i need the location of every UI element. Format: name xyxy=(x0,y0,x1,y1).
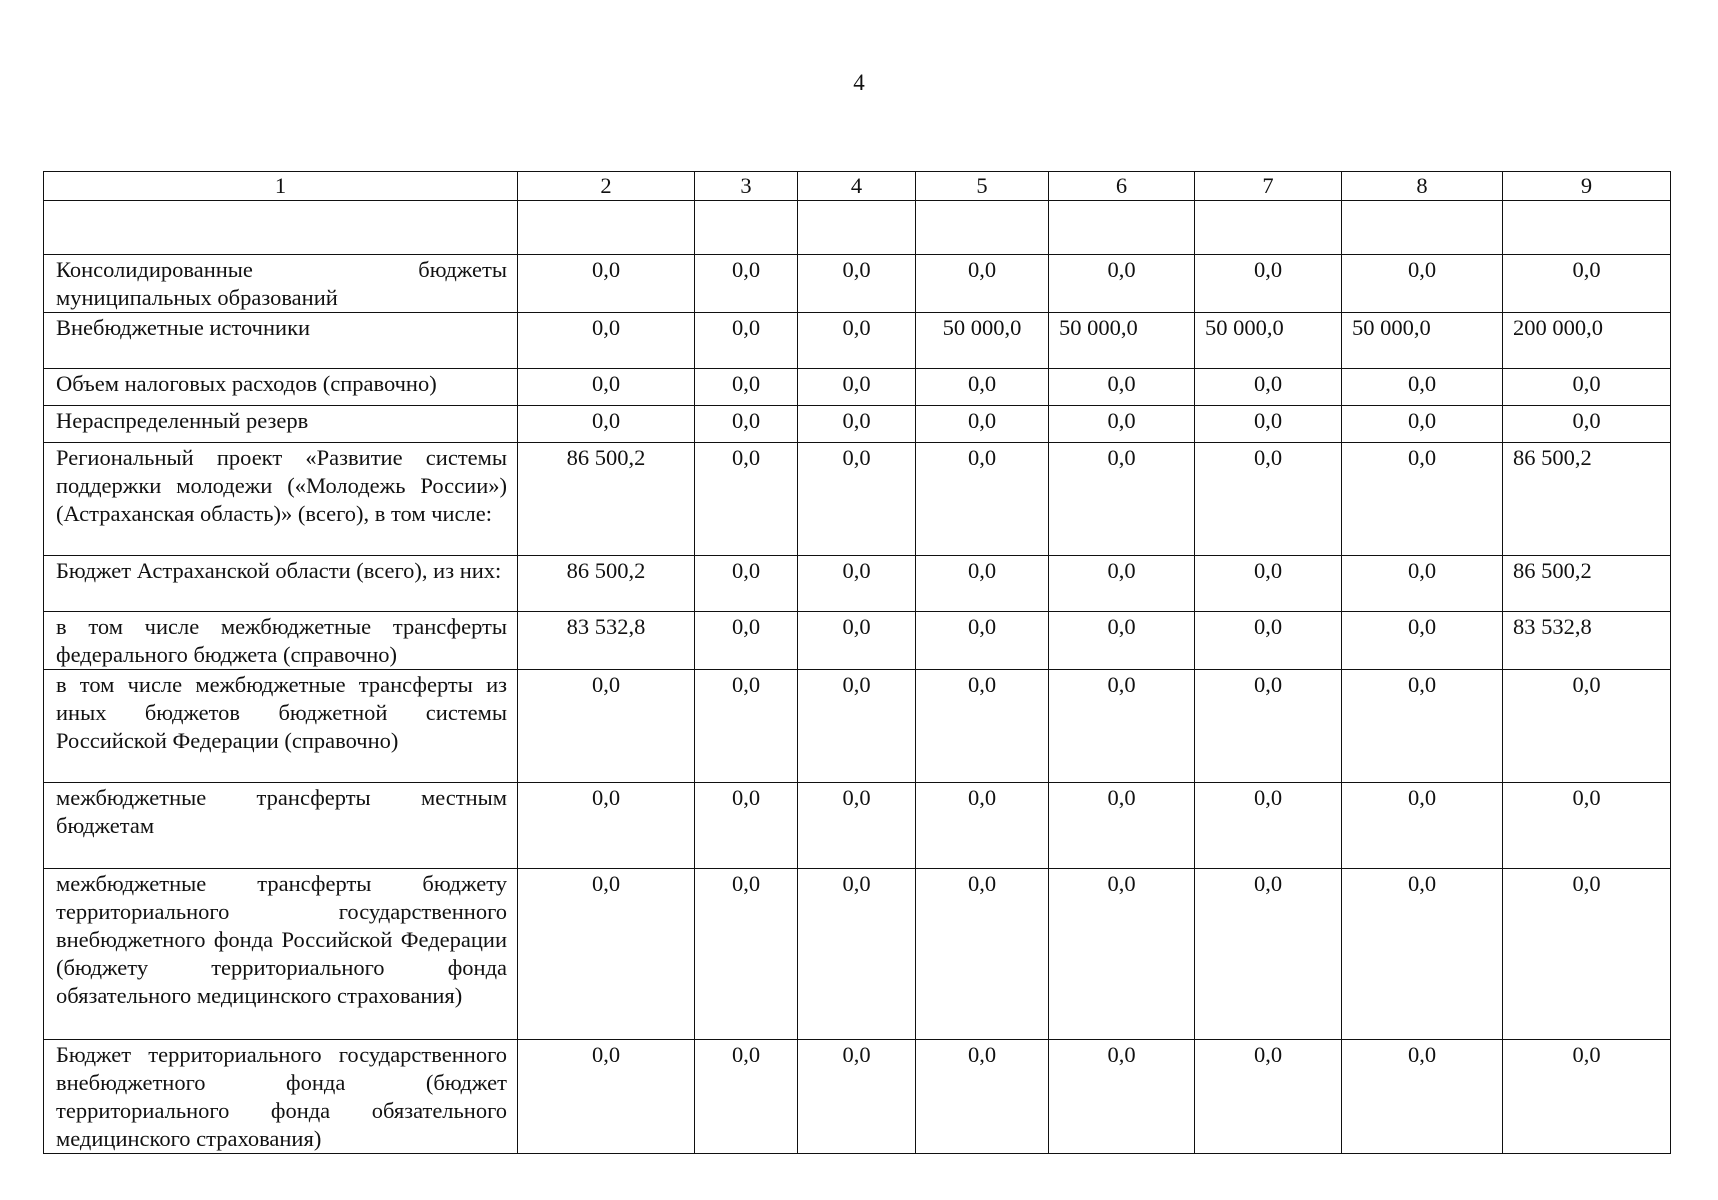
value-cell: 0,0 xyxy=(1195,670,1342,783)
value-cell: 50 000,0 xyxy=(916,313,1049,369)
value-cell: 0,0 xyxy=(695,443,798,556)
value-cell: 0,0 xyxy=(916,869,1049,1040)
value-cell: 0,0 xyxy=(1503,670,1671,783)
value-cell: 0,0 xyxy=(798,1040,916,1154)
value-cell: 0,0 xyxy=(916,255,1049,313)
table-row xyxy=(44,369,1671,406)
value-cell: 0,0 xyxy=(798,369,916,406)
value-cell: 0,0 xyxy=(1195,369,1342,406)
row-label: межбюджетные трансферты бюджету территориального государственного внебюджетного фонда Российской Федерации (бюджету территориального фонда обязательного медицинского страхования) xyxy=(44,869,518,1040)
value-cell: 0,0 xyxy=(518,255,695,313)
table-row xyxy=(44,443,1671,556)
value-cell: 0,0 xyxy=(916,406,1049,443)
value-cell: 0,0 xyxy=(1195,612,1342,670)
value-cell: 86 500,2 xyxy=(518,443,695,556)
value-cell: 0,0 xyxy=(518,369,695,406)
value-cell: 0,0 xyxy=(518,1040,695,1154)
value-cell: 0,0 xyxy=(518,869,695,1040)
table-row xyxy=(44,556,1671,612)
value-cell: 0,0 xyxy=(695,406,798,443)
value-cell: 0,0 xyxy=(1342,255,1503,313)
column-number: 7 xyxy=(1195,172,1342,201)
value-cell xyxy=(1049,201,1195,255)
value-cell: 0,0 xyxy=(695,783,798,869)
value-cell: 0,0 xyxy=(1195,556,1342,612)
value-cell: 0,0 xyxy=(1049,443,1195,556)
value-cell: 0,0 xyxy=(518,313,695,369)
table-row xyxy=(44,1040,1671,1154)
value-cell: 0,0 xyxy=(1503,406,1671,443)
value-cell xyxy=(798,201,916,255)
value-cell xyxy=(518,201,695,255)
value-cell: 0,0 xyxy=(1049,369,1195,406)
value-cell: 0,0 xyxy=(1195,783,1342,869)
value-cell: 83 532,8 xyxy=(1503,612,1671,670)
value-cell: 0,0 xyxy=(518,783,695,869)
page-number: 4 xyxy=(853,70,865,95)
value-cell: 0,0 xyxy=(1195,255,1342,313)
table-row xyxy=(44,406,1671,443)
value-cell: 0,0 xyxy=(916,443,1049,556)
value-cell: 83 532,8 xyxy=(518,612,695,670)
table-row xyxy=(44,869,1671,1040)
value-cell: 86 500,2 xyxy=(1503,443,1671,556)
value-cell: 0,0 xyxy=(1342,369,1503,406)
value-cell xyxy=(1503,201,1671,255)
value-cell xyxy=(695,201,798,255)
value-cell: 50 000,0 xyxy=(1195,313,1342,369)
value-cell: 0,0 xyxy=(1503,869,1671,1040)
value-cell: 0,0 xyxy=(695,313,798,369)
value-cell: 0,0 xyxy=(798,255,916,313)
table-row xyxy=(44,255,1671,313)
value-cell: 0,0 xyxy=(695,1040,798,1154)
value-cell: 0,0 xyxy=(695,556,798,612)
row-label: в том числе межбюджетные трансферты федерального бюджета (справочно) xyxy=(44,612,518,670)
row-label: Внебюджетные источники xyxy=(44,313,518,369)
value-cell: 0,0 xyxy=(916,369,1049,406)
value-cell: 0,0 xyxy=(1503,255,1671,313)
row-label: Региональный проект «Развитие системы поддержки молодежи («Молодежь России») (Астраханская область)» (всего), в том числе: xyxy=(44,443,518,556)
value-cell: 0,0 xyxy=(916,612,1049,670)
value-cell: 0,0 xyxy=(916,783,1049,869)
value-cell: 0,0 xyxy=(1342,556,1503,612)
column-number: 1 xyxy=(44,172,518,201)
value-cell: 50 000,0 xyxy=(1049,313,1195,369)
financing-table xyxy=(43,171,1671,1154)
value-cell: 0,0 xyxy=(798,670,916,783)
column-number: 9 xyxy=(1503,172,1671,201)
value-cell: 0,0 xyxy=(1342,443,1503,556)
row-label: Бюджет территориального государственного внебюджетного фонда (бюджет территориального фонда обязательного медицинского страхования) xyxy=(44,1040,518,1154)
value-cell: 0,0 xyxy=(916,1040,1049,1154)
table-row xyxy=(44,201,1671,255)
value-cell: 0,0 xyxy=(518,406,695,443)
row-label: Консолидированные бюджеты муниципальных образований xyxy=(44,255,518,313)
value-cell: 0,0 xyxy=(1342,406,1503,443)
column-number: 3 xyxy=(695,172,798,201)
value-cell: 0,0 xyxy=(1342,783,1503,869)
column-number: 8 xyxy=(1342,172,1503,201)
value-cell: 0,0 xyxy=(1503,369,1671,406)
value-cell: 0,0 xyxy=(1342,670,1503,783)
value-cell: 50 000,0 xyxy=(1342,313,1503,369)
row-label: Бюджет Астраханской области (всего), из них: xyxy=(44,556,518,612)
row-label: в том числе межбюджетные трансферты из иных бюджетов бюджетной системы Российской Федерации (справочно) xyxy=(44,670,518,783)
column-number: 2 xyxy=(518,172,695,201)
value-cell: 0,0 xyxy=(1049,1040,1195,1154)
value-cell: 0,0 xyxy=(695,670,798,783)
value-cell xyxy=(1342,201,1503,255)
table-row xyxy=(44,670,1671,783)
value-cell: 0,0 xyxy=(1049,670,1195,783)
row-label: Нераспределенный резерв xyxy=(44,406,518,443)
value-cell: 0,0 xyxy=(1195,1040,1342,1154)
value-cell: 0,0 xyxy=(916,670,1049,783)
value-cell: 0,0 xyxy=(1195,443,1342,556)
value-cell xyxy=(1195,201,1342,255)
table-row xyxy=(44,783,1671,869)
value-cell: 0,0 xyxy=(798,612,916,670)
value-cell: 0,0 xyxy=(695,612,798,670)
value-cell: 0,0 xyxy=(1342,612,1503,670)
value-cell xyxy=(916,201,1049,255)
value-cell: 0,0 xyxy=(1195,869,1342,1040)
column-number-row xyxy=(44,172,1671,201)
value-cell: 86 500,2 xyxy=(518,556,695,612)
value-cell: 0,0 xyxy=(1503,783,1671,869)
value-cell: 0,0 xyxy=(798,406,916,443)
column-number: 5 xyxy=(916,172,1049,201)
column-number: 6 xyxy=(1049,172,1195,201)
value-cell: 0,0 xyxy=(1049,612,1195,670)
value-cell: 0,0 xyxy=(798,556,916,612)
value-cell: 0,0 xyxy=(1195,406,1342,443)
value-cell: 0,0 xyxy=(695,369,798,406)
row-label xyxy=(44,201,518,255)
value-cell: 0,0 xyxy=(1049,556,1195,612)
value-cell: 86 500,2 xyxy=(1503,556,1671,612)
row-label: Объем налоговых расходов (справочно) xyxy=(44,369,518,406)
column-number: 4 xyxy=(798,172,916,201)
table-row xyxy=(44,612,1671,670)
value-cell: 0,0 xyxy=(798,443,916,556)
value-cell: 200 000,0 xyxy=(1503,313,1671,369)
row-label: межбюджетные трансферты местным бюджетам xyxy=(44,783,518,869)
value-cell: 0,0 xyxy=(695,869,798,1040)
value-cell: 0,0 xyxy=(798,313,916,369)
value-cell: 0,0 xyxy=(1049,406,1195,443)
table-body xyxy=(44,172,1671,1154)
value-cell: 0,0 xyxy=(798,869,916,1040)
value-cell: 0,0 xyxy=(916,556,1049,612)
value-cell: 0,0 xyxy=(1049,869,1195,1040)
value-cell: 0,0 xyxy=(1503,1040,1671,1154)
value-cell: 0,0 xyxy=(518,670,695,783)
value-cell: 0,0 xyxy=(695,255,798,313)
value-cell: 0,0 xyxy=(1049,255,1195,313)
value-cell: 0,0 xyxy=(798,783,916,869)
value-cell: 0,0 xyxy=(1049,783,1195,869)
table-row xyxy=(44,313,1671,369)
value-cell: 0,0 xyxy=(1342,1040,1503,1154)
value-cell: 0,0 xyxy=(1342,869,1503,1040)
